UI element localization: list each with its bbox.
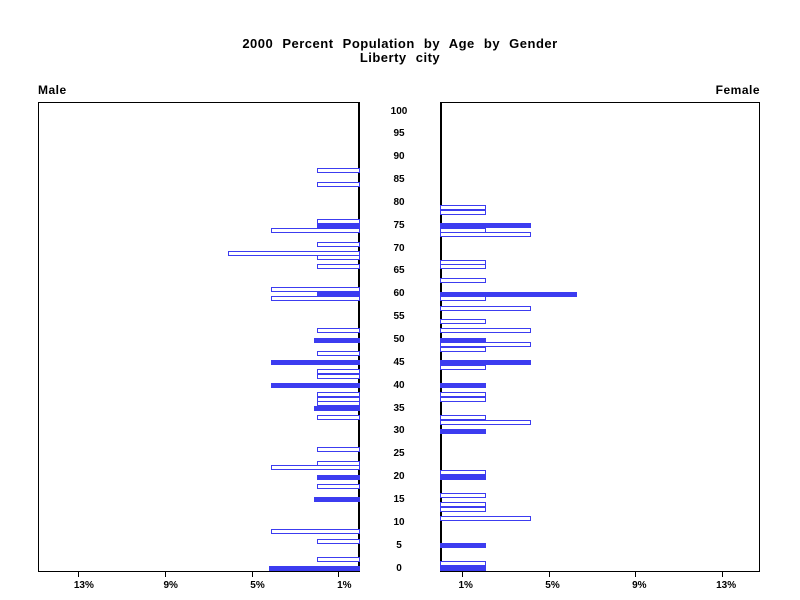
x-tick-mark [338, 572, 339, 577]
age-tick-label: 0 [396, 562, 402, 574]
age-tick-label: 30 [393, 425, 405, 437]
x-tick-mark [78, 572, 79, 577]
female-bar-age-37 [440, 397, 486, 402]
male-bar-age-52 [317, 328, 360, 333]
age-tick-label: 75 [393, 219, 405, 231]
female-bar-age-59 [440, 296, 486, 301]
age-tick-label: 95 [393, 128, 405, 140]
male-bar-age-84 [317, 182, 360, 187]
chart-title: 2000 Percent Population by Age by Gender [242, 36, 558, 51]
x-tick-label: 13% [73, 580, 94, 591]
male-bar-age-40 [271, 383, 360, 388]
male-bar-age-47 [317, 351, 360, 356]
x-tick-mark [165, 572, 166, 577]
male-bar-age-8 [271, 529, 360, 534]
age-tick-label: 45 [393, 356, 405, 368]
age-tick-label: 40 [393, 379, 405, 391]
age-tick-label: 90 [393, 151, 405, 163]
female-bar-age-16 [440, 493, 486, 498]
female-bar-age-0 [440, 566, 486, 571]
male-bar-age-71 [317, 242, 360, 247]
x-tick-label: 9% [163, 580, 178, 591]
male-bar-age-22 [271, 465, 360, 470]
female-bar-age-63 [440, 278, 486, 283]
male-bar-age-0 [269, 566, 360, 571]
age-tick-label: 70 [393, 242, 405, 254]
female-bar-age-20 [440, 475, 486, 480]
female-bar-age-13 [440, 507, 486, 512]
x-tick-label: 13% [716, 580, 737, 591]
x-tick-mark [635, 572, 636, 577]
age-tick-label: 25 [393, 448, 405, 460]
female-axis-label: Female [715, 83, 760, 97]
x-tick-mark [722, 572, 723, 577]
female-bar-age-5 [440, 543, 486, 548]
male-bar-age-20 [317, 475, 360, 480]
age-tick-label: 15 [393, 493, 405, 505]
female-bar-age-40 [440, 383, 486, 388]
male-bar-age-6 [317, 539, 360, 544]
female-bar-age-66 [440, 264, 486, 269]
female-bar-age-54 [440, 319, 486, 324]
male-bar-age-2 [317, 557, 360, 562]
male-bar-age-50 [314, 338, 360, 343]
x-tick-label: 5% [545, 580, 560, 591]
female-bar-age-48 [440, 347, 486, 352]
age-tick-label: 55 [393, 311, 405, 323]
male-panel [38, 102, 360, 572]
age-tick-label: 20 [393, 471, 405, 483]
male-bar-age-87 [317, 168, 360, 173]
age-tick-label: 65 [393, 265, 405, 277]
male-bar-age-68 [317, 255, 360, 260]
male-bar-age-18 [317, 484, 360, 489]
female-panel [440, 102, 760, 572]
male-bar-age-74 [271, 228, 360, 233]
male-bar-age-66 [317, 264, 360, 269]
age-tick-label: 100 [390, 105, 408, 117]
age-tick-label: 80 [393, 196, 405, 208]
male-bar-age-42 [317, 374, 360, 379]
age-tick-label: 50 [393, 334, 405, 345]
male-bar-age-45 [271, 360, 360, 365]
x-tick-mark [252, 572, 253, 577]
x-tick-mark [462, 572, 463, 577]
age-tick-label: 10 [393, 516, 405, 528]
male-bar-age-59 [271, 296, 360, 301]
female-bar-age-32 [440, 420, 531, 425]
male-bar-age-33 [317, 415, 360, 420]
male-bar-age-15 [314, 497, 360, 502]
age-tick-label: 35 [393, 402, 405, 414]
x-tick-label: 1% [337, 580, 352, 591]
male-bar-age-35 [314, 406, 360, 411]
x-tick-label: 9% [632, 580, 647, 591]
chart-subtitle: Liberty city [359, 50, 441, 65]
female-bar-age-57 [440, 306, 531, 311]
male-axis-label: Male [38, 83, 67, 97]
x-tick-mark [549, 572, 550, 577]
female-bar-age-78 [440, 210, 486, 215]
female-bar-age-30 [440, 429, 486, 434]
age-tick-label: 85 [393, 174, 405, 186]
age-tick-label: 60 [393, 288, 405, 300]
female-bar-age-11 [440, 516, 531, 521]
female-bar-age-52 [440, 328, 531, 333]
female-bar-age-44 [440, 365, 486, 370]
x-tick-label: 5% [250, 580, 265, 591]
x-tick-label: 1% [458, 580, 473, 591]
female-bar-age-73 [440, 232, 531, 237]
male-bar-age-26 [317, 447, 360, 452]
age-tick-label: 5 [396, 539, 402, 551]
